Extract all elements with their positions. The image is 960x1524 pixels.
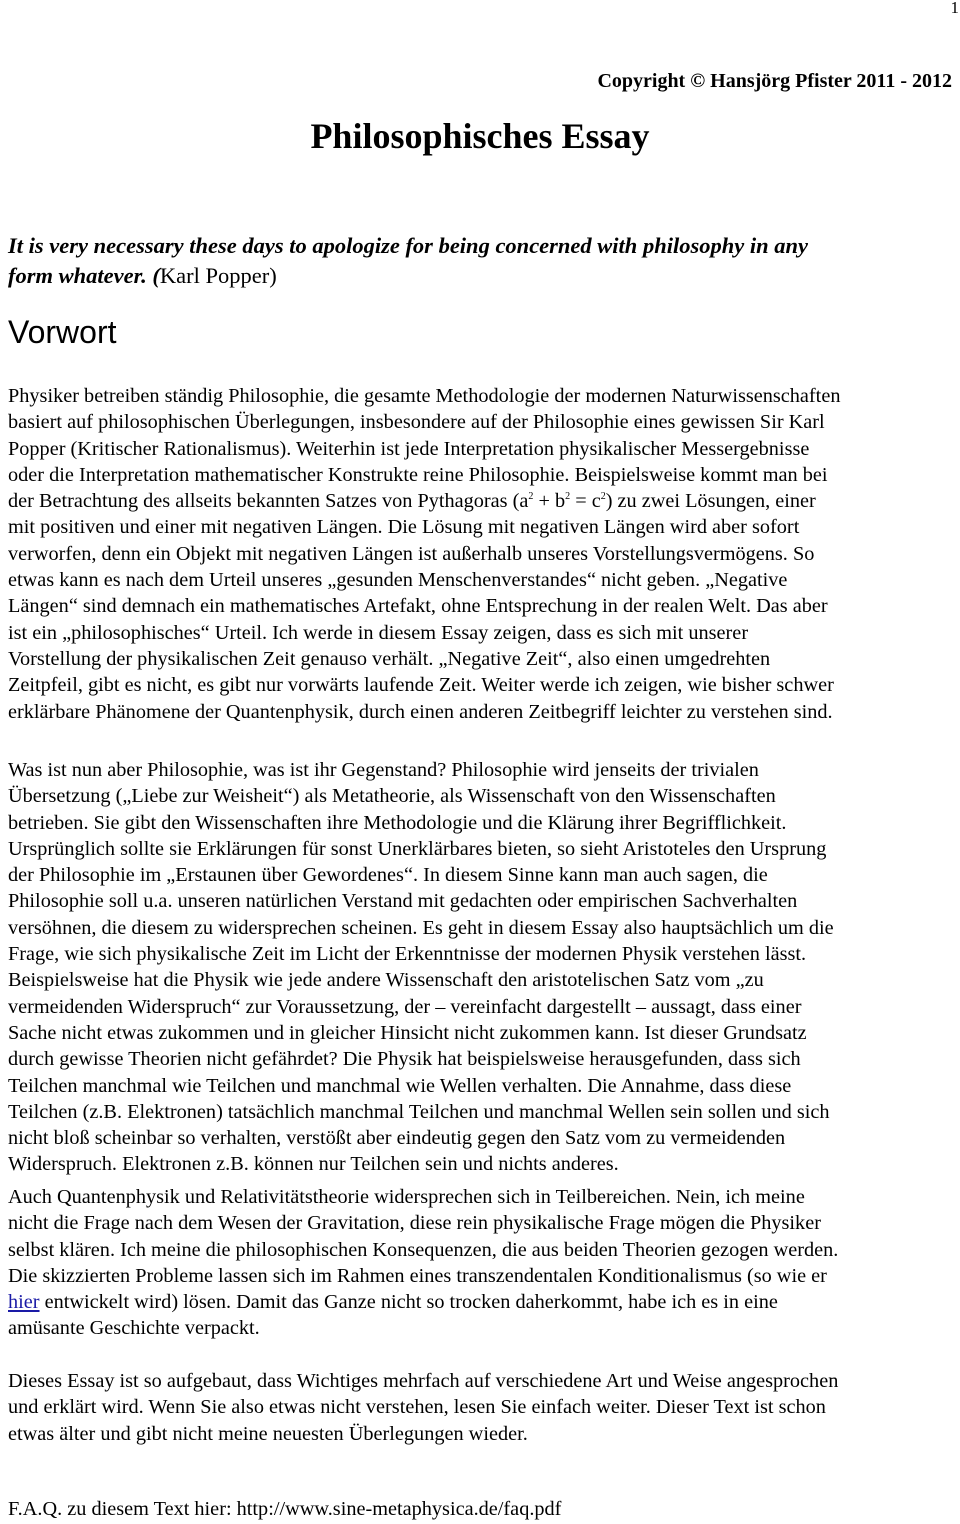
text-line: Widerspruch. Elektronen z.B. können nur Teilchen sein und nichts anderes. [8,1153,619,1176]
text-line: durch gewisse Theorien nicht gefährdet? Die Physik hat beispielsweise herausgefunden, dass sich [8,1048,801,1071]
text-line: betrieben. Sie gibt den Wissenschaften ihre Methodologie und die Klärung ihrer Begrifflichkeit. [8,811,787,834]
text-line: selbst klären. Ich meine die philosophischen Konsequenzen, die aus beiden Theorien gezogen werden. [8,1238,839,1261]
section-heading-vorwort: Vorwort [8,314,117,350]
text-line: Dieses Essay ist so aufgebaut, dass Wichtiges mehrfach auf verschiedene Art und Weise angesprochen [8,1370,839,1392]
text-line: Teilchen manchmal wie Teilchen und manchmal wie Wellen verhalten. Die Annahme, dass diese [8,1074,792,1097]
text-line: oder die Interpretation mathematischer Konstrukte reine Philosophie. Beispielsweise kommt man bei [8,463,828,486]
text-after-link: entwickelt wird) lösen. Damit das Ganze nicht so trocken daherkommt, habe ich es in eine [39,1291,778,1314]
text-line: Philosophie soll u.a. unseren natürlichen Verstand mit gedachten oder empirischen Sachverhalten [8,890,798,913]
text-line: Frage, wie sich physikalische Zeit im Licht der Erkenntnisse der modernen Physik verstehen lässt. [8,943,807,966]
text-line: Vorstellung der physikalischen Zeit genauso verhält. „Negative Zeit“, also einen umgedrehten [8,647,771,670]
text-line: der Philosophie im „Erstaunen über Gewordenes“. In diesem Sinne kann man auch sagen, die [8,864,768,887]
text-line: Längen“ sind demnach ein mathematisches Artefakt, ohne Entsprechung in der realen Welt. Das aber [8,595,828,618]
quote-attribution: Karl Popper) [159,262,277,288]
text-line: amüsante Geschichte verpackt. [8,1317,260,1340]
hier-link[interactable]: hier [8,1291,40,1314]
text-line: nicht bloß scheinbar so verhalten, verstößt aber eindeutig gegen den Satz vom zu vermeidenden [8,1127,786,1150]
text-line: vermeidenden Widerspruch“ zur Voraussetzung, der – vereinfacht dargestellt – aussagt, dass einer [8,995,802,1018]
text-line: Beispielsweise hat die Physik wie jede andere Wissenschaft den aristotelischen Satz vom „zu [8,969,764,992]
text-line: Die skizzierten Probleme lassen sich im Rahmen eines transzendentalen Konditionalismus (so wie er [8,1264,827,1287]
text-line: Zeitpfeil, gibt es nicht, es gibt nur vorwärts laufende Zeit. Weiter werde ich zeigen, wie bisher schwer [8,674,834,697]
text-line: und erklärt wird. Wenn Sie also etwas nicht verstehen, lesen Sie einfach weiter. Dieser Text ist schon [8,1396,826,1419]
epigraph-line [8,231,948,261]
formula-text: + b [533,490,566,513]
faq-footer [8,1496,958,1522]
text-line: ist ein „philosophisches“ Urteil. Ich werde in diesem Essay zeigen, dass es sich mit unserer [8,621,749,644]
text-line: versöhnen, die diesem zu widersprechen scheinen. Es geht in diesem Essay also hauptsächlich um die [8,916,834,939]
paragraph-structure-note [8,1368,958,1447]
page-number: 1 [950,0,959,17]
text-line: basiert auf philosophischen Überlegungen, insbesondere auf der Philosophie eines gewissen Sir Karl [8,411,825,434]
text-line: Ursprünglich sollte sie Erklärungen für sonst Unerklärbares bieten, so sieht Aristoteles den Ursprung [8,837,827,860]
text-line-with-link [8,1289,958,1315]
text-line: Auch Quantenphysik und Relativitätstheorie widersprechen sich in Teilbereichen. Nein, ich meine [8,1186,805,1208]
quote-text: It is very necessary these days to apologize for being concerned with philosophy in any [8,233,808,258]
exponent: 2 [528,491,534,503]
text-line: Popper (Kritischer Rationalismus). Weiterhin ist jede Interpretation physikalischer Messergebnisse [8,437,810,460]
text-line: erklärbare Phänomene der Quantenphysik, durch einen anderen Zeitbegriff leichter zu verstehen sind. [8,700,833,723]
text-line: nicht die Frage nach dem Wesen der Gravitation, diese rein physikalische Frage mögen die Physiker [8,1212,821,1235]
formula-text-before: der Betrachtung des allseits bekannten Satzes von Pythagoras (a [8,490,529,513]
formula-text: = c [570,490,601,513]
quote-text-end: form whatever. ( [8,262,160,288]
document-title: Philosophisches Essay [310,116,650,156]
paragraph-philosophy [8,757,958,1178]
text-line: Sache nicht etwas zukommen und in gleicher Hinsicht nicht zukommen kann. Ist dieser Grundsatz [8,1021,807,1044]
exponent: 2 [600,491,606,503]
text-line-pythagoras [8,488,958,514]
text-line: Übersetzung („Liebe zur Weisheit“) als Metatheorie, als Wissenschaft von den Wissenschaften [8,785,776,808]
epigraph-line [8,261,948,291]
text-line: mit positiven und einer mit negativen Längen. Die Lösung mit negativen Längen wird aber sofort [8,516,800,539]
text-line: verworfen, denn ein Objekt mit negativen Längen ist außerhalb unseres Vorstellungsvermögens. So [8,542,815,565]
exponent: 2 [565,491,571,503]
copyright-notice: Copyright © Hansjörg Pfister 2011 - 2012 [597,70,952,92]
epigraph-quote [8,231,948,290]
paragraph-quantum-relativity [8,1184,958,1342]
text-line: Physiker betreiben ständig Philosophie, die gesamte Methodologie der modernen Naturwissenschaften [8,385,841,407]
formula-text-after: ) zu zwei Lösungen, einer [605,490,816,513]
text-line: etwas älter und gibt nicht meine neuesten Überlegungen wieder. [8,1422,528,1445]
text-line: etwas kann es nach dem Urteil unseres „gesunden Menschenverstandes“ nicht geben. „Negative [8,569,788,592]
paragraph-intro [8,383,958,725]
text-line: Teilchen (z.B. Elektronen) tatsächlich manchmal Teilchen und manchmal Wellen sein sollen und sich [8,1100,830,1123]
text-line: Was ist nun aber Philosophie, was ist ihr Gegenstand? Philosophie wird jenseits der trivialen [8,759,759,781]
faq-text: F.A.Q. zu diesem Text hier: http://www.sine-metaphysica.de/faq.pdf [8,1498,562,1520]
